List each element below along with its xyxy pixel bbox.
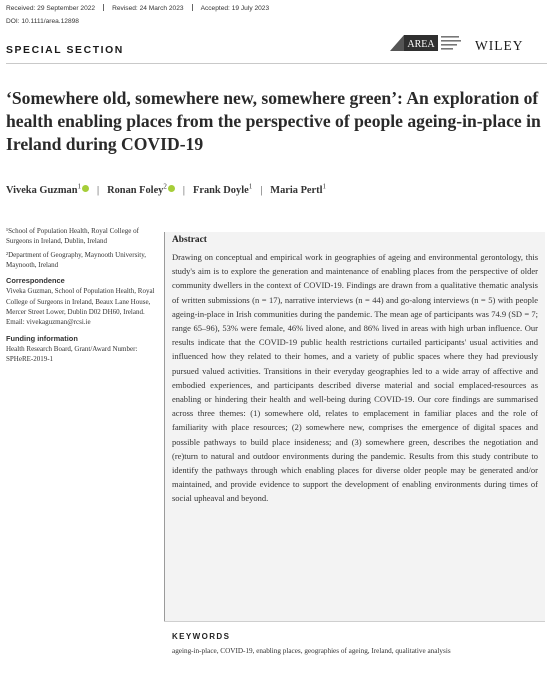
divider — [103, 4, 104, 11]
submission-dates — [6, 4, 269, 12]
section-label: SPECIAL SECTION — [6, 45, 124, 56]
author-separator: | — [182, 185, 185, 197]
author-list — [6, 183, 326, 196]
doi-link[interactable]: DOI: 10.1111/area.12898 — [6, 18, 79, 25]
orcid-icon[interactable] — [168, 185, 175, 192]
accepted-date: Accepted: 19 July 2023 — [200, 5, 270, 12]
author-2[interactable]: Ronan Foley$^2$ — [107, 185, 175, 196]
area-logo-icon — [390, 33, 463, 51]
divider — [192, 4, 193, 11]
correspondence-text: Viveka Guzman, School of Population Health, Royal College of Surgeons in Ireland, Beaux Lane House, Mercer Street Lower, Dublin D02 DH60, Ireland. — [6, 287, 155, 317]
abstract-heading: Abstract — [172, 235, 207, 245]
email-link[interactable]: Email: vivekaguzman@rcsi.ie — [6, 318, 91, 327]
orcid-icon[interactable] — [82, 185, 89, 192]
affiliations-column — [6, 226, 156, 368]
author-4[interactable]: Maria Pertl$^1$ — [270, 183, 326, 197]
funding-heading: Funding information — [6, 333, 78, 343]
article-title: ‘Somewhere old, somewhere new, somewhere green’: An exploration of health enabling places from the perspective of people ageing-in-place in Ireland during COVID-19 — [6, 88, 541, 154]
revised-date: Revised: 24 March 2023 — [112, 5, 184, 12]
logo-text: AREA — [407, 39, 435, 50]
correspondence-heading: Correspondence — [6, 276, 65, 286]
abstract-text: Drawing on conceptual and empirical work in geographies of ageing and environmental gerontology, this study's aim is to explore the generation and maintenance of enabling places from the perspective of older community dwellers in the context of COVID-19. Findings are drawn from a qualitative thematic analysis of written submissions (n = 17), narrative interviews (n = 44) and go-along interviews (n = 5) with people ageing-in-place in Irish communities during the pandemic. The mean age of participants was 74.9 (SD = 7; range 65–96), 53% were female, 46% lived alone, and 86% lived in areas with high urban influence. Our results indicate that the COVID-19 public health restrictions curtailed participants' usual activities and influenced how they related to their homes, and a variety of public spaces where they had previously pursued valued activities. Transitions in their everyday geographies led to a wide array of affective and embodied experiences, and participants described diverse material and social emplaced-resources as enabling or hindering their health and well-being during COVID-19. Our core findings are summarised across three themes: (1) somewhere old, relates to emplacement in familiar places and the role of familiarity with place resources; (2) somewhere new, comprises the emergence of digital spaces and possible pathways to build place insideness; and (3) somewhere green, describes the negotiation and (re)turn to natural and outdoor environments during the pandemic. Results from this study contribute to identify the pathways through which enabling places for diverse older people may be generated and/or maintained, and provide evidence to support the development of enabling environments during times of social upheaval and beyond. — [172, 252, 538, 504]
funding-text: Health Research Board, Grant/Award Number: SPHeRE-2019-1 — [6, 344, 138, 364]
affiliation-1: ¹School of Population Health, Royal College of Surgeons in Ireland, Dublin, Ireland — [6, 227, 139, 246]
journal-logo — [390, 33, 463, 51]
keywords-heading: KEYWORDS — [172, 632, 231, 641]
author-3[interactable]: Frank Doyle$^1$ — [192, 183, 253, 197]
affiliation-2: ²Department of Geography, Maynooth University, Maynooth, Ireland — [6, 250, 146, 269]
author-separator: | — [260, 185, 263, 197]
received-date: Received: 29 September 2022 — [6, 5, 96, 12]
keywords-divider — [164, 621, 545, 622]
keywords-text: ageing-in-place, COVID-19, enabling places, geographies of ageing, Ireland, qualitative analysis — [172, 647, 451, 655]
header-divider — [6, 63, 547, 64]
publisher-logo: WILEY — [475, 38, 524, 53]
author-1[interactable]: Viveka Guzman$^1$ — [6, 185, 89, 196]
author-separator: | — [97, 185, 100, 197]
